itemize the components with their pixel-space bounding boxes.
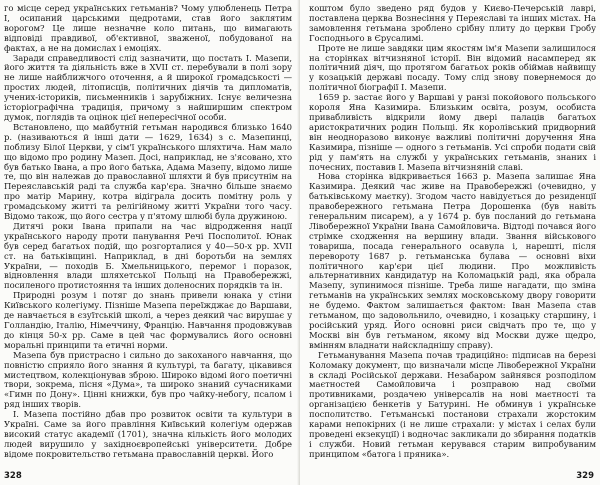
paragraph: I. Мазепа постійно дбав про розвиток освіти та культури в Україні. Саме за його правління Київський колегіум одержав високий статус академії (1701), значна кількість його молодих людей вирушило у західноєвропейські університети. Добре відоме покровительство гетьмана православній церкві. Його <box>4 409 292 459</box>
page-number-left: 328 <box>4 471 22 481</box>
paragraph: коштом було зведено ряд будов у Києво-Печерській лаврі, поставлена церква Вознесіння у Переяславі та інших містах. На замовлення гетьмана зроблено срібну плиту до церкви Гробу Господнього в Єрусалимі. <box>309 3 596 43</box>
page-number-right: 329 <box>576 471 594 481</box>
paragraph: Мазепа був пристрасно і сильно до закоханого навчання, що повністю сприяло його знання й культурі, та багату, цікавився мистецтвом, колекціонував зброю. Широко відомі його поетичні твори, зокрема, пісня «Дума», та широко знаний сучасниками «Гимн по Дону». Цінні книжки, був про чайку-небогу, псалом і ряд інших творів. <box>4 349 292 410</box>
paragraph: Проте не лише завдяки цим якостям ім'я Мазепи залишилося на сторінках вітчизняної історії. Він відомий насамперед як політичний діяч, що протягом багатьох років обіймав найвищу у козацькій державі посаду. Тому слід знову повернемося до політичної біографії I. Мазепи. <box>309 42 596 93</box>
right-text-column <box>309 4 596 460</box>
paragraph: 1659 р. застає його у Варшаві у ранзі покойового польського короля Яна Казимира. Близьким освіта, розум, особиста привабливість відкрили йому двері палаців багатьох аристократичних родин Польщі. Як королівський придворний він неодноразово виконує важливі політичні доручення Яна Казимира, пізніше — одного з гетьманів. Усі спроби подати свій рід у пам'ять на службі у українських гетьманів, знаних і почесних, поставив I. Мазепа вітчизняній славі. <box>309 92 596 172</box>
paragraph: Заради справедливості слід зазначити, що постать I. Мазепи, його життя та діяльність вже в XVII ст. перебували в полі зору не лише найближчого оточення, а й широкої громадськості — простих людей, літописців, політичних діячів та дипломатів, учених-істориків, письменників і зарубіжних. Існує величезна історіографічна традиція, причому з найширшим спектром думок, поглядів та оцінок цієї непересічної особи. <box>4 52 292 122</box>
paragraph: го місце серед українських гетьманів? Чому улюбленець Петра I, осипаний царськими щедротами, став його заклятим ворогом? Це лише незначне коло питань, що вимагають відповіді правдивої, об'єктивної, зваженої, побудованої на фактах, а не на домислах і емоціях. <box>4 3 292 53</box>
paragraph: Встановлено, що майбутній гетьман народився близько 1640 р. (називаються й інші дати — 1629, 1634) з с. Мазепинці, поблизу Білої Церкви, у сім'ї українського шляхтича. Нам мало що відомо про родину Мазеп. Досі, наприклад, не з'ясовано, хто був батько Івана, а про його батька, Адама Мазепу, відомо лише те, що він належав до православної шляхти й був присутнім на Переяславській раді та служба кар'єра. Значно більше знаємо про матір Марину, котра відіграла досить помітну роль у громадському житті та релігійному житті України того часу. Відомо також, що його сестра у п'ятому шлюбі була дружиною. <box>4 121 292 222</box>
paragraph: Природні розум і потяг до знань привели юнака у стіни Київського колегіуму. Пізніше Мазепа переїжджає до Варшави, де навчається в єзуїтській школі, а через деякий час вирушає у Голландію, Італію, Німеччину, Францію. Навчання продовжував до кінця 50-х рр. Саме в цей час формувались його основні моральні принципи та етичні норми. <box>4 290 292 350</box>
paragraph: Нова сторінка відкривається 1663 р. Мазепа залишає Яна Казимира. Деякий час живе на Правобережжі (очевидно, у батьківському маєтку). Згодом часто навідується до резиденції правобережного гетьмана Петра Дорошенка (був навіть генеральним писарем), а у 1674 р. був посланий до гетьмана Лівобережної України Івана Самойловича. Відтоді почався його стрімке сходження на вершину влади. Звання військового товариша, посада генерального осавула і, нарешті, після перевороту 1687 р. гетьманська булава — основні віхи політичного кар'єри цієї людини. Про можливість альтернативних кандидатур на Коломацькій раді, яка обрала Мазепу, зупинимося пізніше. Треба лише нагадати, що зміна гетьманів на українських землях московському двору говорити не будемо. Фактом залишається фактом: Іван Мазепа став гетьманом, що задовольнило, очевидно, і козацьку старшину, і російський уряд. Його основні риси свідчать про те, що у Москві він був гетьманом, якому від Москви дуже щедро, вмінням владнати найскладнішу справу). <box>309 171 596 350</box>
right-page <box>300 0 600 485</box>
left-text-column <box>4 4 292 460</box>
paragraph: Дитячі роки Івана припали на час відродження нації українського народу проти панування Речі Посполитої. Юнак був серед багатьох подій, що розгорталися у 40—50-х рр. XVII ст. на батьківщині. Наприклад, в дні боротьби на землях України, — походів Б. Хмельницького, перемог і поразок, відновлення влади шляхетської Польщі на Правобережжі, посиленого протистояння та інших доленосних порядків та ін. <box>4 220 292 291</box>
paragraph: Гетьманування Мазепа почав традиційно: підписав на березі Коломаку документ, що визначали місце Лівобережної України в складі Російської держави. Незабаром зайнявся розподілом маєтностей Самойловича і розправою над своїми противниками, роздачею універсалів на нові маєтності та організацією бенкетів у Батурині. Не обминув і українське посполитство. Гетьманські постанови страхали жорстоким карами непокірних (і не лише страхали: у містах і селах були проведені екзекуції) і водночас закликали до збирання податків і служби. Новий гетьман керувався старим випробуваним принципом «батога і пряника». <box>309 349 596 459</box>
